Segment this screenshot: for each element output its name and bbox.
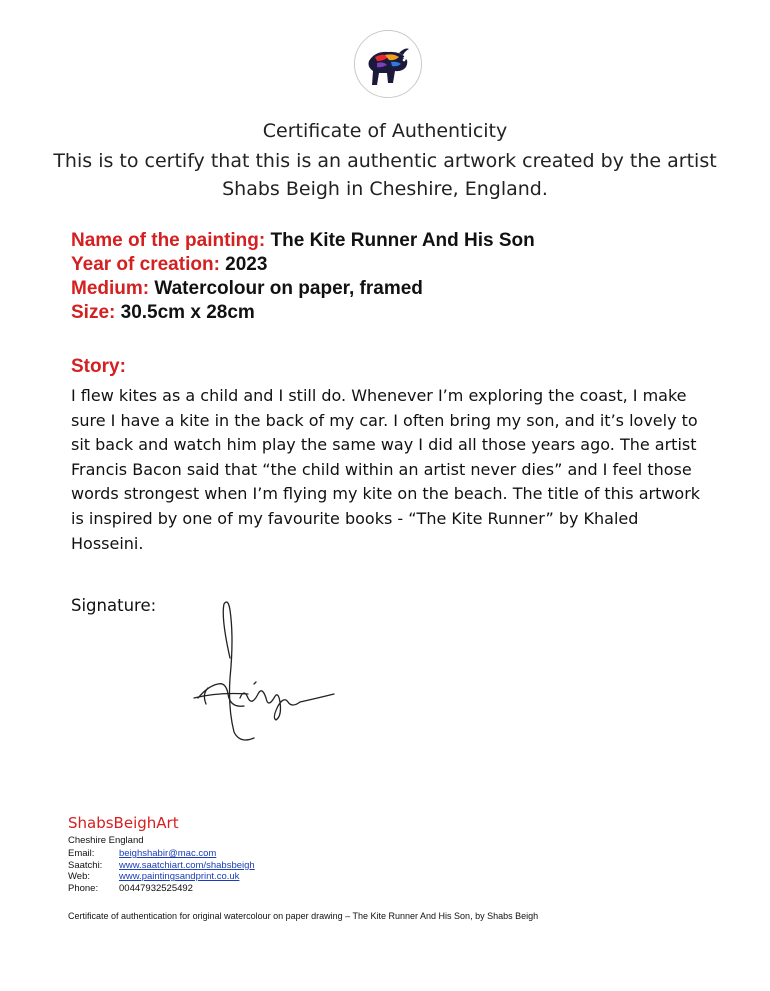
contact-label: Email: (68, 848, 95, 859)
certification-statement-line1: This is to certify that this is an authentic artwork created by the artist (53, 150, 717, 172)
year-field: Year of creation: 2023 (71, 254, 268, 275)
email-link[interactable]: beighshabir@mac.com (119, 848, 217, 859)
medium-field (71, 277, 535, 301)
story-heading: Story: (71, 356, 126, 377)
contact-row-phone (68, 883, 255, 895)
brand-name: ShabsBeighArt (68, 814, 179, 832)
contact-label: Web: (68, 871, 91, 883)
contact-row-email (68, 848, 255, 860)
certificate-footnote: Certificate of authentication for original watercolour on paper drawing – The Kite Runner And His Son, by Shabs Beigh (68, 911, 539, 921)
year-label: Year of creation (71, 254, 214, 275)
size-field (71, 301, 535, 325)
certification-statement-line2: Shabs Beigh in Cheshire, England. (222, 178, 548, 200)
size-label: Size: (71, 302, 116, 323)
artwork-details (71, 229, 535, 325)
size-value: 30.5cm x 28cm (120, 302, 255, 323)
painting-name-label: Name of the painting (71, 230, 259, 251)
painting-name-value: The Kite Runner And His Son (270, 230, 535, 251)
signature-label: Signature: (71, 596, 157, 615)
medium-value: Watercolour on paper, framed (154, 278, 423, 299)
contact-label: Phone: (68, 882, 99, 894)
painting-name-field: Name of the painting: The Kite Runner And His Son (71, 230, 535, 251)
phone-number: 00447932525492 (119, 882, 193, 894)
medium-label: Medium: (71, 278, 150, 299)
contact-label: Saatchi: (68, 859, 103, 871)
year-value: 2023 (225, 254, 268, 275)
brand-location: Cheshire England (68, 835, 144, 846)
contact-row-saatchi (68, 860, 255, 872)
story-paragraph: I flew kites as a child and I still do. Whenever I’m exploring the coast, I make sure I have a kite in the back of my car. I often bring my son, and it’s lovely to sit back and watch him play the same way I did all those years ago. The artist Francis Bacon said that “the child within an artist never dies” and I feel those words strongest when I’m flying my kite on the beach. The title of this artwork is inspired by one of my favourite books - “The Kite Runner” by Khaled Hosseini. (71, 386, 701, 553)
contact-row-web (68, 871, 255, 883)
website-link[interactable]: www.paintingsandprint.co.uk (119, 871, 240, 883)
bull-logo-icon (354, 30, 422, 98)
certificate-title: Certificate of Authenticity (262, 120, 508, 142)
saatchi-link[interactable]: www.saatchiart.com/shabsbeigh (119, 859, 255, 871)
contact-list (68, 848, 255, 894)
handwritten-signature (188, 598, 348, 748)
